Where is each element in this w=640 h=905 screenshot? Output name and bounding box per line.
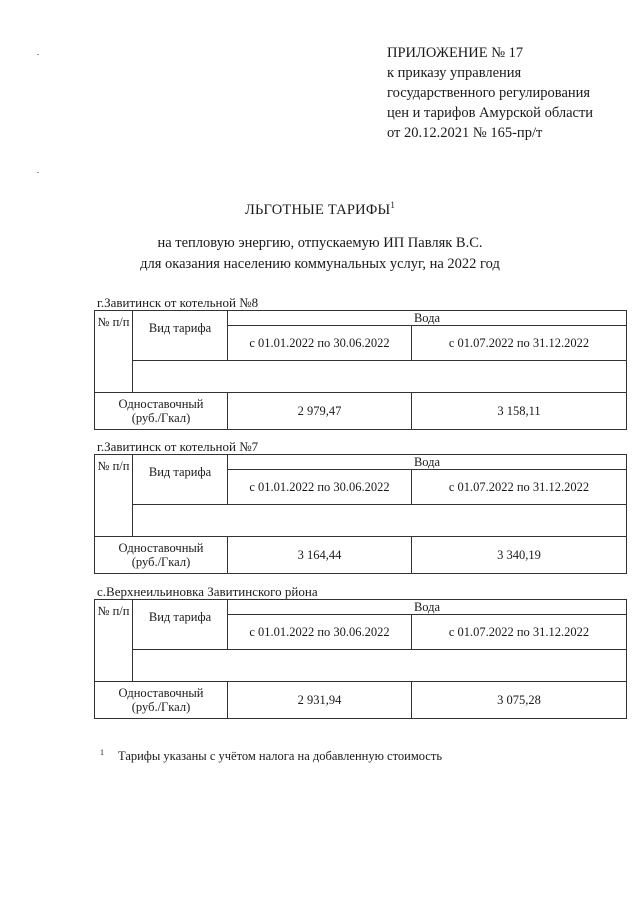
period1-header: с 01.01.2022 по 30.06.2022 <box>228 470 412 505</box>
rate-name-line: Одноставочный <box>118 541 204 555</box>
location-label: г.Завитинск от котельной №7 <box>97 439 259 454</box>
empty-row <box>133 505 627 537</box>
footnote-mark: 1 <box>100 748 104 757</box>
empty-row <box>133 650 627 682</box>
number-header: № п/п <box>95 311 133 393</box>
location-label: с.Верхнеильиновка Завитинского рйона <box>97 584 318 599</box>
water-header: Вода <box>228 600 627 615</box>
tariff-table <box>94 599 627 719</box>
scan-mark <box>37 54 39 55</box>
period1-header: с 01.01.2022 по 30.06.2022 <box>228 326 412 361</box>
rate-name-unit: (руб./Гкал) <box>131 411 191 425</box>
location-label: г.Завитинск от котельной №8 <box>97 295 259 310</box>
period2-header: с 01.07.2022 по 31.12.2022 <box>412 615 627 650</box>
empty-row <box>133 361 627 393</box>
appendix-line: ПРИЛОЖЕНИЕ № 17 <box>387 45 524 61</box>
tariff-block <box>94 440 626 574</box>
appendix-header <box>387 43 593 143</box>
value-period1: 3 164,44 <box>228 537 412 574</box>
period2-header: с 01.07.2022 по 31.12.2022 <box>412 470 627 505</box>
value-period2: 3 340,19 <box>412 537 627 574</box>
value-period2: 3 075,28 <box>412 682 627 719</box>
rate-name-line: Одноставочный <box>118 397 204 411</box>
footnote <box>100 748 442 764</box>
value-period1: 2 979,47 <box>228 393 412 430</box>
rate-name-unit: (руб./Гкал) <box>131 555 191 569</box>
footnote-text: Тарифы указаны с учётом налога на добавленную стоимость <box>118 749 443 763</box>
value-period2: 3 158,11 <box>412 393 627 430</box>
rate-name-unit: (руб./Гкал) <box>131 700 191 714</box>
tariff-block <box>94 296 626 430</box>
appendix-line: от 20.12.2021 № 165-пр/т <box>387 125 543 141</box>
period2-header: с 01.07.2022 по 31.12.2022 <box>412 326 627 361</box>
scan-mark <box>37 172 39 173</box>
tariff-table <box>94 454 627 574</box>
rate-name-cell <box>95 537 228 574</box>
water-header: Вода <box>228 311 627 326</box>
subtitle-line: на тепловую энергию, отпускаемую ИП Павляк В.С. <box>157 235 483 251</box>
rate-name-line: Одноставочный <box>118 686 204 700</box>
title-footnote-mark: 1 <box>390 200 396 210</box>
value-period1: 2 931,94 <box>228 682 412 719</box>
tariff-type-header: Вид тарифа <box>133 311 228 361</box>
rate-name-cell <box>95 393 228 430</box>
subtitle-line: для оказания населению коммунальных услуг, на 2022 год <box>140 256 500 272</box>
document-subtitle <box>0 233 640 275</box>
number-header: № п/п <box>95 600 133 682</box>
tariff-type-header: Вид тарифа <box>133 600 228 650</box>
rate-name-cell <box>95 682 228 719</box>
water-header: Вода <box>228 455 627 470</box>
tariff-type-header: Вид тарифа <box>133 455 228 505</box>
tariff-block <box>94 585 626 719</box>
tariff-table <box>94 310 627 430</box>
appendix-line: государственного регулирования <box>387 85 591 101</box>
number-header: № п/п <box>95 455 133 537</box>
period1-header: с 01.01.2022 по 30.06.2022 <box>228 615 412 650</box>
document-title <box>0 200 640 219</box>
appendix-line: к приказу управления <box>387 65 522 81</box>
title-text: ЛЬГОТНЫЕ ТАРИФЫ <box>244 202 391 218</box>
appendix-line: цен и тарифов Амурской области <box>387 105 594 121</box>
